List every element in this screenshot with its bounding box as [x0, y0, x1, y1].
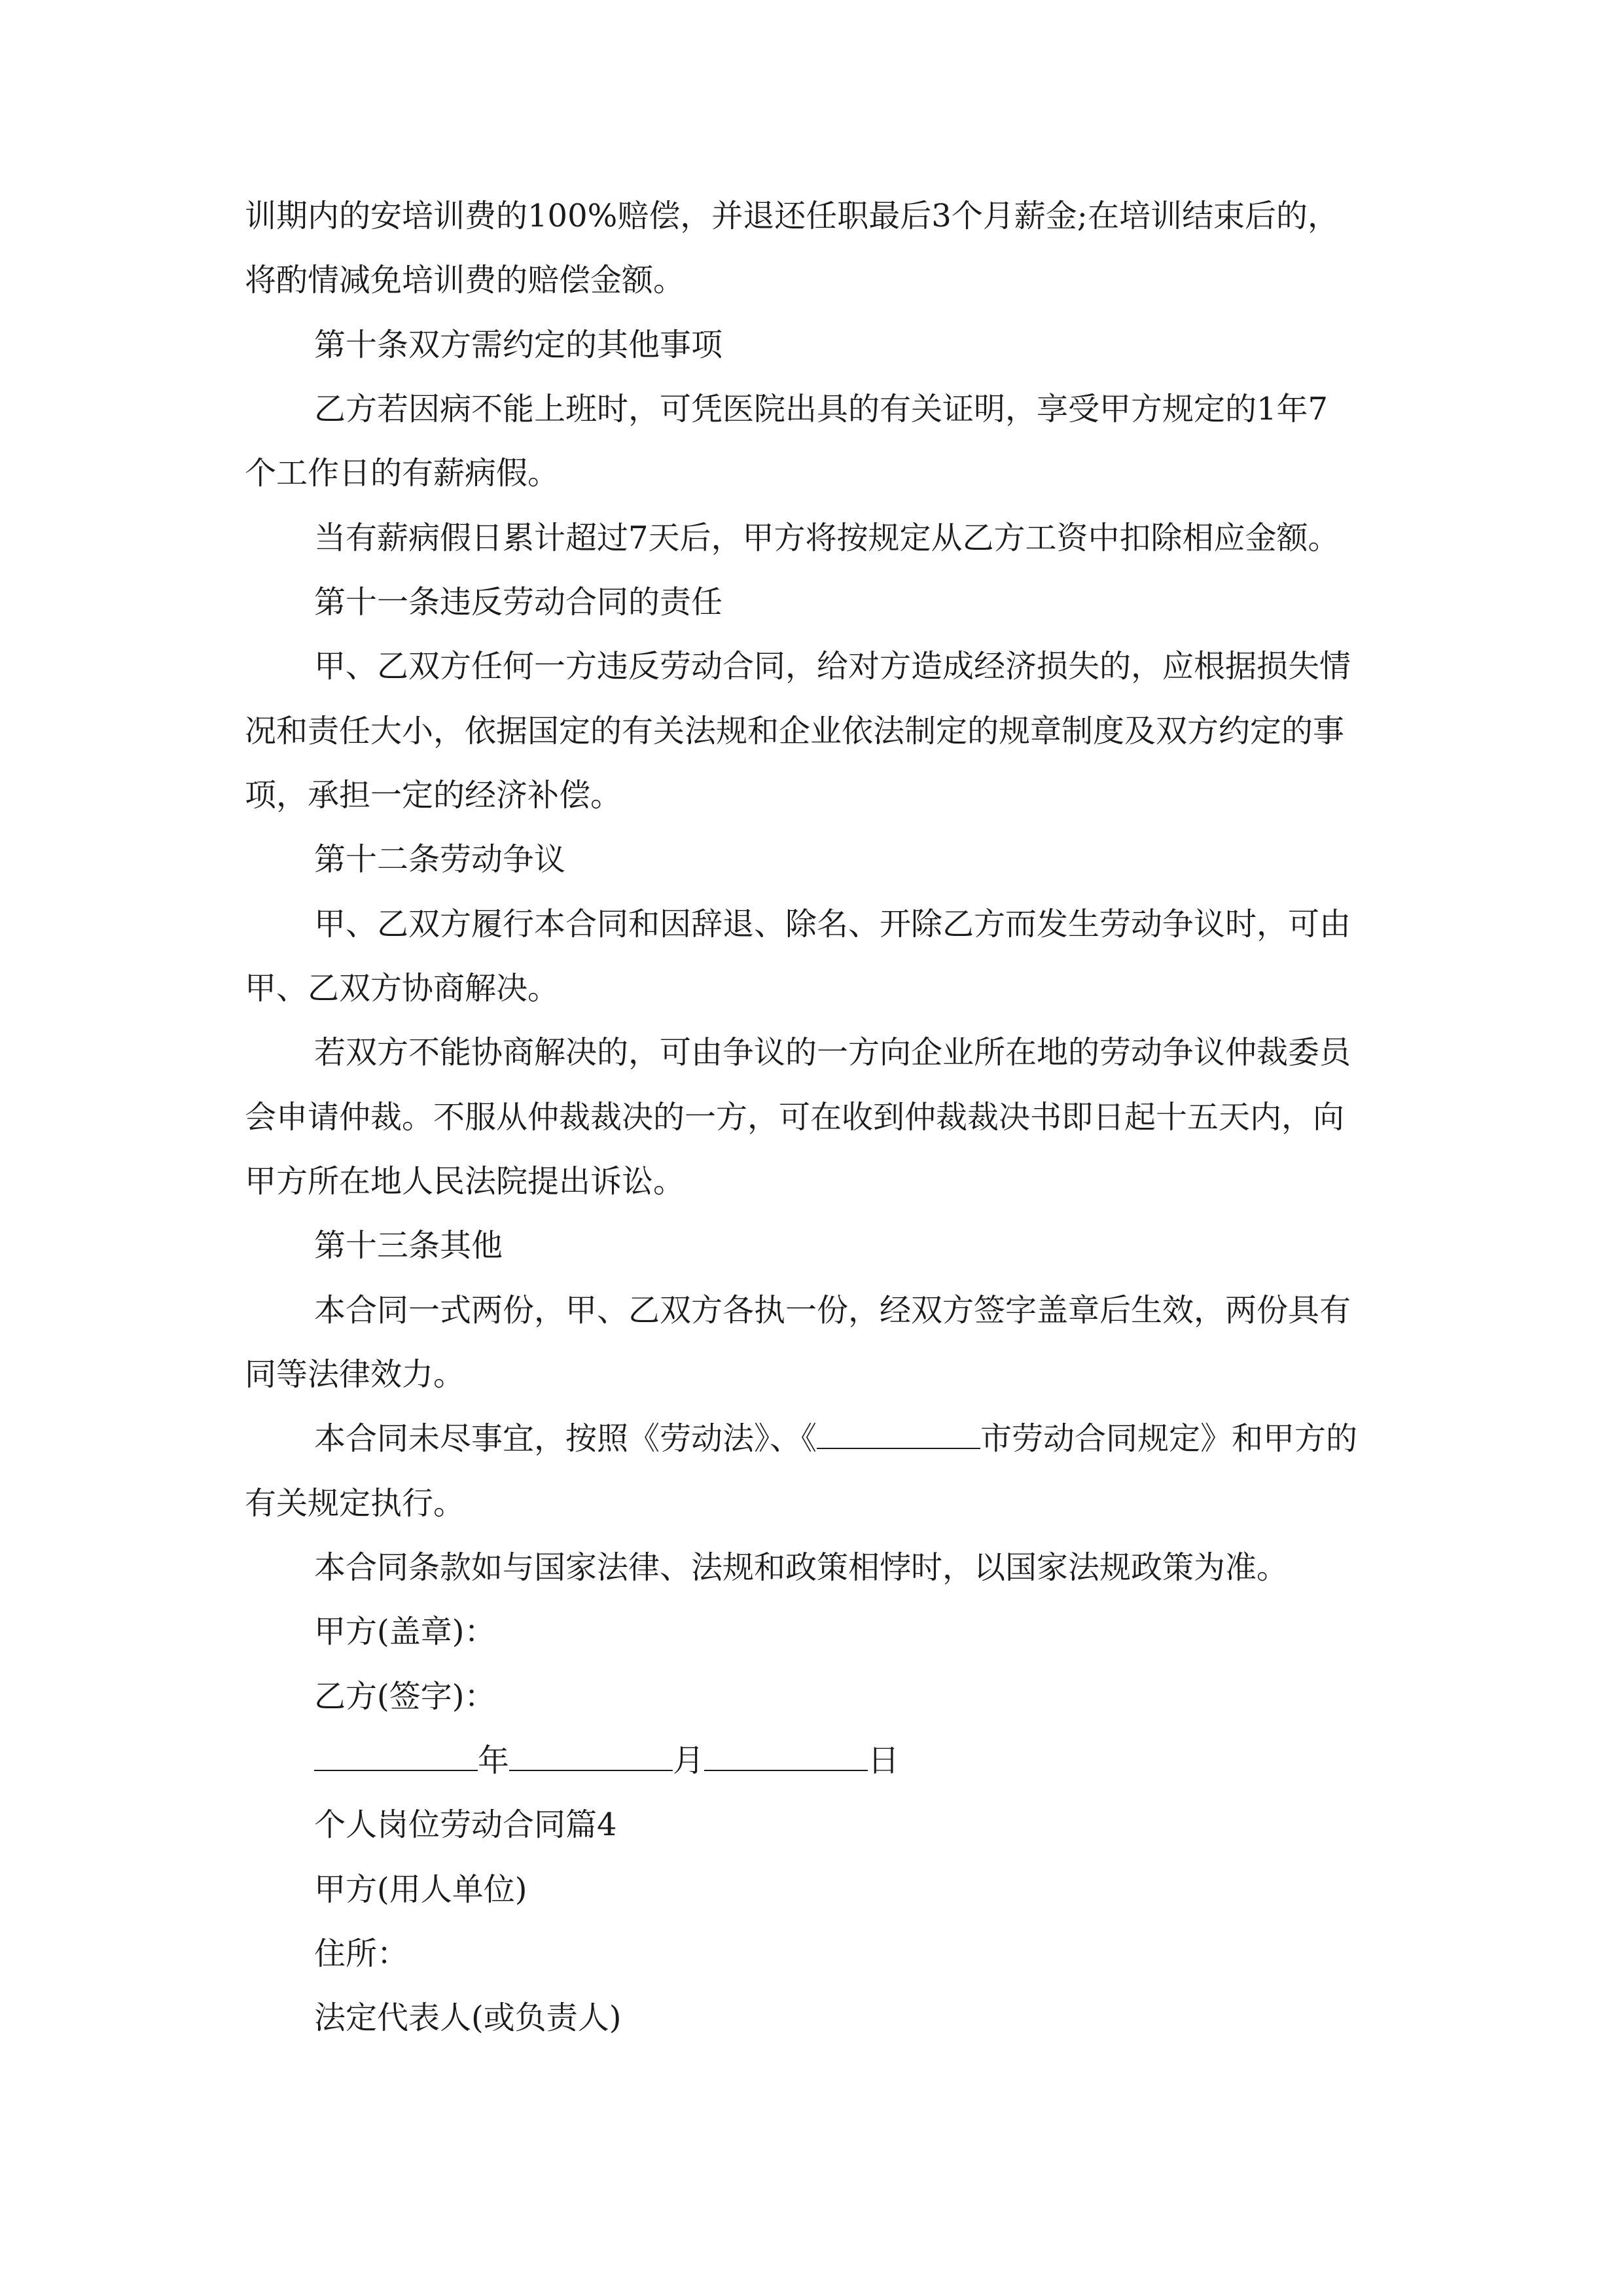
- paragraph-line: 个工作日的有薪病假。: [245, 455, 560, 492]
- city-blank: [817, 1419, 980, 1449]
- address-label: 住所：: [314, 1935, 409, 1972]
- paragraph-line: 训期内的安培训费的100%赔偿，并退还任职最后3个月薪金;在培训结束后的，: [245, 198, 1339, 234]
- article-heading: 第十条双方需约定的其他事项: [314, 327, 723, 363]
- month-blank: [509, 1741, 673, 1771]
- party-a-seal-line: 甲方(盖章)：: [314, 1613, 496, 1650]
- day-label: 日: [868, 1742, 900, 1779]
- article-heading: 第十三条其他: [314, 1227, 503, 1264]
- paragraph-line: 甲、乙双方履行本合同和因辞退、除名、开除乙方而发生劳动争议时，可由: [314, 906, 1351, 942]
- paragraph-line: 甲、乙双方任何一方违反劳动合同，给对方造成经济损失的，应根据损失情: [314, 648, 1351, 685]
- legal-representative-label: 法定代表人(或负责人): [314, 2000, 622, 2036]
- paragraph-line: 甲、乙双方协商解决。: [245, 970, 560, 1007]
- year-blank: [314, 1741, 478, 1771]
- party-b-signature-line: 乙方(签字)：: [314, 1678, 496, 1715]
- article-heading: 第十二条劳动争议: [314, 841, 566, 878]
- day-blank: [704, 1741, 868, 1771]
- rule-clause-after: 市劳动合同规定》和甲方的: [980, 1420, 1358, 1457]
- paragraph-line: 项，承担一定的经济补偿。: [245, 777, 622, 814]
- paragraph-line: 本合同一式两份，甲、乙双方各执一份，经双方签字盖章后生效，两份具有: [314, 1292, 1351, 1329]
- year-label: 年: [478, 1742, 510, 1779]
- rule-clause-before: 本合同未尽事宜，按照《劳动法》、《: [314, 1420, 817, 1457]
- paragraph-line: 有关规定执行。: [245, 1485, 465, 1522]
- paragraph-line: 会申请仲裁。不服从仲裁裁决的一方，可在收到仲裁裁决书即日起十五天内，向: [245, 1099, 1345, 1136]
- date-line: [314, 1741, 899, 1780]
- employer-label: 甲方(用人单位): [314, 1871, 527, 1908]
- paragraph-line: 将酌情减免培训费的赔偿金额。: [245, 262, 685, 298]
- month-label: 月: [673, 1742, 705, 1779]
- section-title: 个人岗位劳动合同篇4: [314, 1806, 617, 1843]
- article-heading: 第十一条违反劳动合同的责任: [314, 584, 723, 620]
- paragraph-line: 况和责任大小，依据国定的有关法规和企业依法制定的规章制度及双方约定的事: [245, 713, 1345, 749]
- paragraph-line: 同等法律效力。: [245, 1356, 465, 1393]
- paragraph-line: 乙方若因病不能上班时，可凭医院出具的有关证明，享受甲方规定的1年7: [314, 391, 1329, 427]
- paragraph-line: 本合同条款如与国家法律、法规和政策相悖时，以国家法规政策为准。: [314, 1549, 1289, 1586]
- paragraph-line: 若双方不能协商解决的，可由争议的一方向企业所在地的劳动争议仲裁委员: [314, 1034, 1351, 1071]
- rule-clause-line: [314, 1419, 1357, 1458]
- paragraph-line: 当有薪病假日累计超过7天后，甲方将按规定从乙方工资中扣除相应金额。: [314, 520, 1340, 556]
- paragraph-line: 甲方所在地人民法院提出诉讼。: [245, 1163, 685, 1200]
